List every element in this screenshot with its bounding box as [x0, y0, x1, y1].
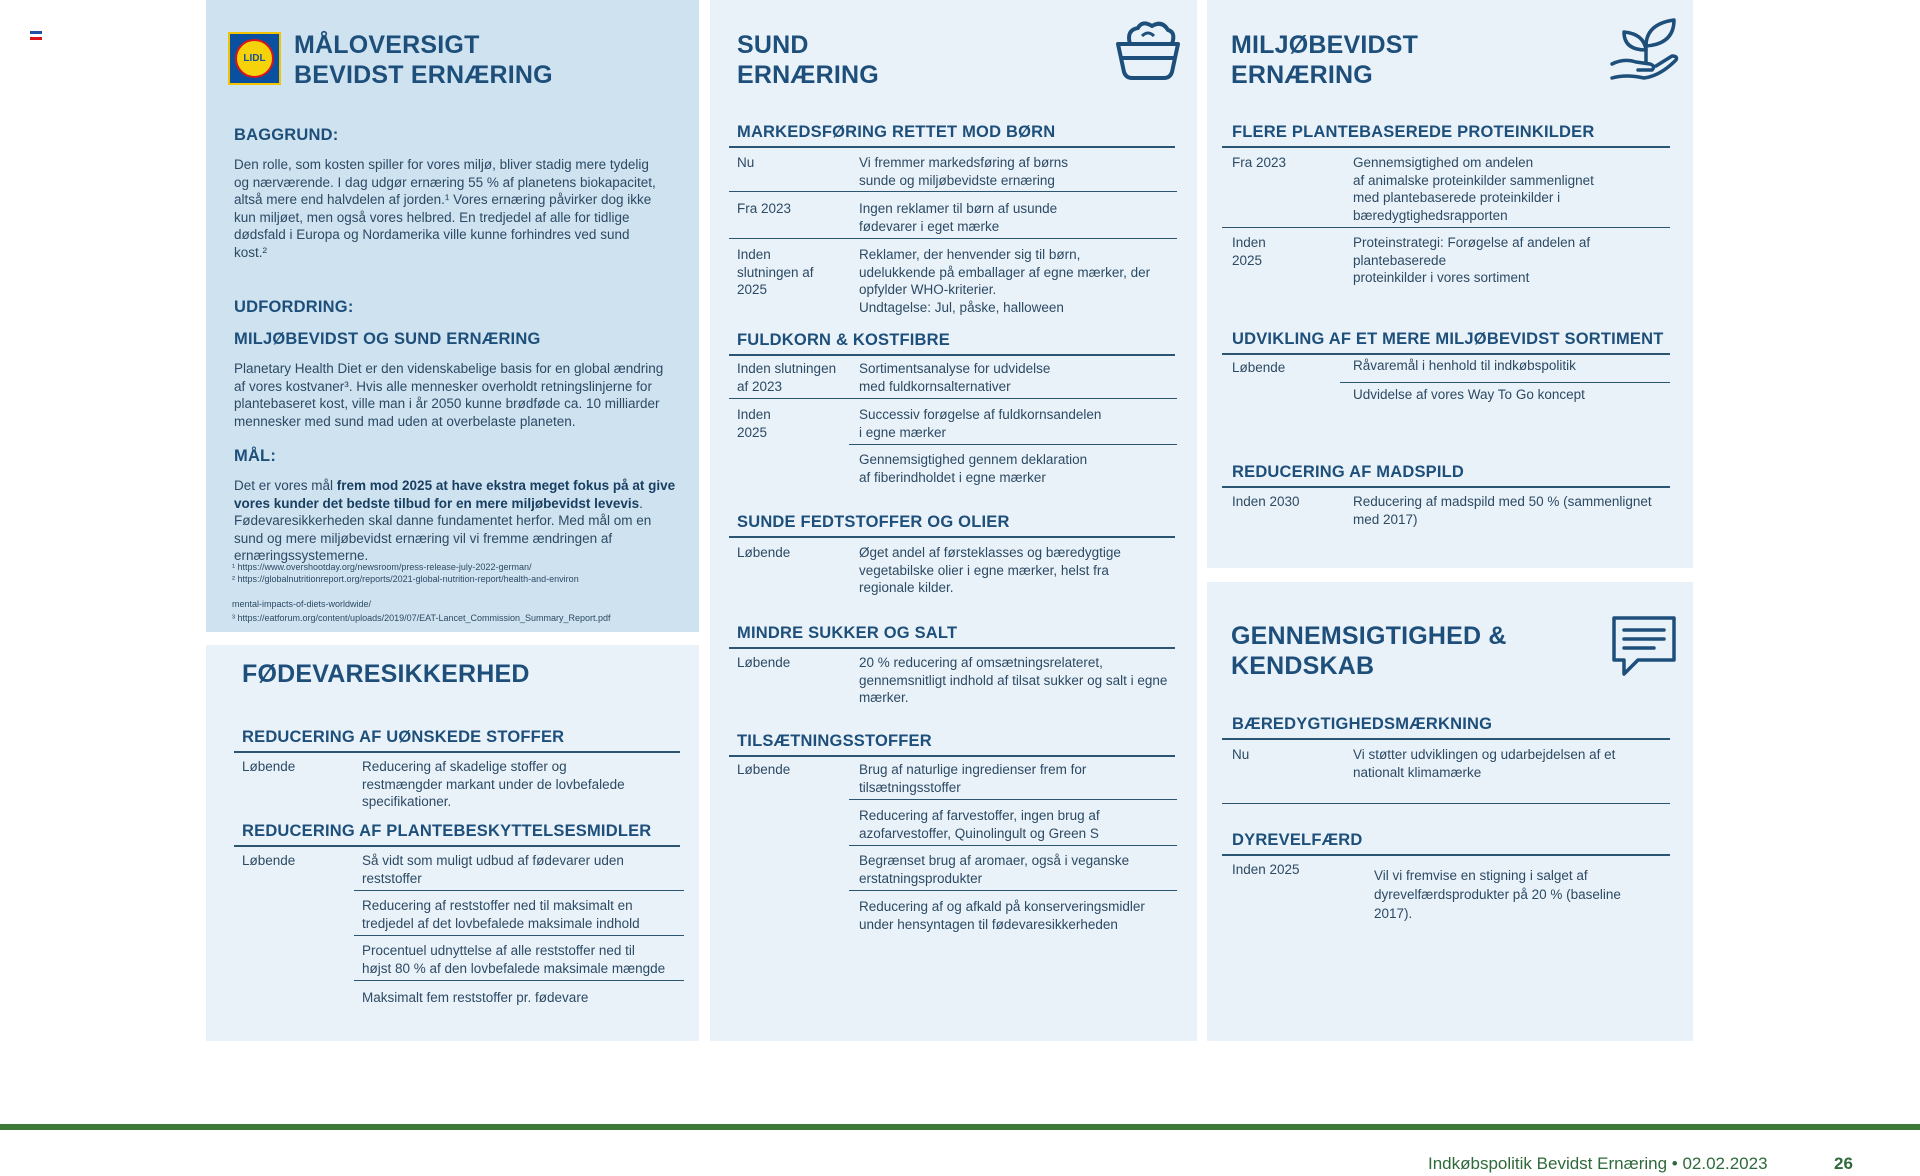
row-label: Inden slutningen af 2025: [737, 247, 814, 298]
speech-bubble-icon: [1610, 614, 1678, 678]
row-value: Reducering af madspild med 50 % (sammenlignet med 2017): [1353, 494, 1652, 527]
row-label: Løbende: [737, 545, 791, 560]
row-label: Inden 2025: [1232, 862, 1300, 877]
row-value: Reducering af farvestoffer, ingen brug af azofarvestoffer, Quinolingult og Green S: [859, 808, 1100, 841]
row-value: Vi fremmer markedsføring af børns sunde og miljøbevidste ernæring: [859, 155, 1069, 188]
divider: [849, 799, 1177, 800]
divider: [1340, 382, 1670, 383]
section-heading: UDFORDRING:: [234, 298, 354, 316]
row-value: Så vidt som muligt udbud af fødevarer uden reststoffer: [362, 853, 624, 886]
panel-title: SUND ERNÆRING: [737, 31, 879, 89]
row-value: Reducering af reststoffer ned til maksimalt en tredjedel af det lovbefalede maksimale indhold: [362, 898, 640, 931]
row-value: 20 % reducering af omsætningsrelateret, gennemsnitligt indhold af tilsat sukker og salt i egne mærker.: [859, 655, 1168, 706]
divider: [1222, 227, 1670, 228]
row-label: Fra 2023: [1232, 155, 1287, 170]
footnote: mental-impacts-of-diets-worldwide/: [232, 599, 372, 609]
udfordring-text: Planetary Health Diet er den videnskabelige basis for en global ændring af vores kostvaner³. Hvis alle mennesker overholdt retningslinjerne for plantebaseret kost, ville man i år 2050 kunne brødføde ca. 10 milliarder mennesker med sund mad uden at overbelaste planeten.: [234, 361, 664, 429]
row-label: Inden slutningen af 2023: [737, 361, 837, 394]
row-label: Inden 2025: [737, 407, 771, 440]
section-heading: MARKEDSFØRING RETTET MOD BØRN: [729, 122, 1175, 148]
row-value: Råvaremål i henhold til indkøbspolitik: [1353, 358, 1576, 373]
panel-title: GENNEMSIGTIGHED & KENDSKAB: [1231, 622, 1507, 680]
bowl-icon: [1114, 18, 1182, 82]
row-value: Procentuel udnyttelse af alle reststoffer ned til højst 80 % af den lovbefalede maksimale mængde: [362, 943, 666, 976]
panel-title: FØDEVARESIKKERHED: [242, 660, 530, 688]
row-value: Øget andel af førsteklasses og bæredygtige vegetabilske olier i egne mærker, helst fra regionale kilder.: [859, 545, 1121, 596]
divider: [354, 890, 684, 891]
footer-divider: [0, 1124, 1920, 1130]
section-heading: TILSÆTNINGSSTOFFER: [729, 731, 1175, 757]
section-heading: FLERE PLANTEBASEREDE PROTEINKILDER: [1222, 122, 1670, 148]
row-label: Løbende: [737, 655, 791, 670]
maal-text: Det er vores mål frem mod 2025 at have ekstra meget fokus på at give vores kunder det bedste tilbud for en mere miljøbevidst levevis. Fødevaresikkerheden skal danne fundamentet herfor. Med mål om en sund og mere miljøbevidst ernæring vil vi fremme ændringen af ernæringssystemerne.: [234, 478, 676, 564]
section-heading: REDUCERING AF MADSPILD: [1222, 462, 1670, 488]
row-value: Vi støtter udviklingen og udarbejdelsen af et nationalt klimamærke: [1353, 747, 1616, 780]
row-value: Ingen reklamer til børn af usunde fødevarer i eget mærke: [859, 201, 1058, 234]
section-heading: UDVIKLING AF ET MERE MILJØBEVIDST SORTIMENT: [1222, 329, 1670, 355]
row-value: Vil vi fremvise en stigning i salget af dyrevelfærdsprodukter på 20 % (baseline 2017).: [1374, 868, 1621, 921]
row-label: Løbende: [737, 762, 791, 777]
divider: [354, 935, 684, 936]
panel-title: MILJØBEVIDST ERNÆRING: [1231, 31, 1419, 89]
flag-icon: [30, 31, 42, 40]
section-heading: REDUCERING AF UØNSKEDE STOFFER: [234, 727, 680, 753]
row-value: Reducering af og afkald på konserveringsmidler under hensyntagen til fødevaresikkerheden: [859, 899, 1145, 932]
section-heading: SUNDE FEDTSTOFFER OG OLIER: [729, 512, 1175, 538]
section-heading: FULDKORN & KOSTFIBRE: [729, 330, 1175, 356]
section-heading: BAGGRUND:: [234, 126, 339, 144]
divider: [849, 444, 1177, 445]
row-label: Nu: [1232, 747, 1250, 762]
row-value: Gennemsigtighed gennem deklaration af fiberindholdet i egne mærker: [859, 452, 1088, 485]
divider: [849, 845, 1177, 846]
footnote: ¹ https://www.overshootday.org/newsroom/press-release-july-2022-german/: [232, 562, 532, 572]
section-subheading: MILJØBEVIDST OG SUND ERNÆRING: [234, 330, 541, 348]
row-value: Brug af naturlige ingredienser frem for tilsætningsstoffer: [859, 762, 1087, 795]
row-label: Fra 2023: [737, 201, 792, 216]
row-label: Nu: [737, 155, 755, 170]
plant-in-hand-icon: [1610, 16, 1680, 82]
divider: [354, 980, 684, 981]
section-heading: MÅL:: [234, 447, 277, 465]
row-label: Løbende: [1232, 360, 1286, 375]
section-heading: BÆREDYGTIGHEDSMÆRKNING: [1222, 714, 1670, 740]
row-value: Gennemsigtighed om andelen af animalske proteinkilder sammenlignet med plantebaserede proteinkilder i bæredygtighedsrapporten: [1353, 155, 1594, 223]
section-heading: DYREVELFÆRD: [1222, 830, 1670, 856]
row-value: Begrænset brug af aromaer, også i veganske erstatningsprodukter: [859, 853, 1130, 886]
divider: [729, 398, 1177, 399]
row-value: Successiv forøgelse af fuldkornsandelen i egne mærker: [859, 407, 1102, 440]
row-label: Inden 2025: [1232, 235, 1266, 268]
row-label: Løbende: [242, 759, 296, 774]
section-heading: MINDRE SUKKER OG SALT: [729, 623, 1175, 649]
divider: [849, 890, 1177, 891]
section-heading: REDUCERING AF PLANTEBESKYTTELSESMIDLER: [234, 821, 680, 847]
row-value: Sortimentsanalyse for udvidelse med fuldkornsalternativer: [859, 361, 1051, 394]
footer-text: Indkøbspolitik Bevidst Ernæring • 02.02.2023: [1428, 1154, 1768, 1173]
baggrund-text: Den rolle, som kosten spiller for vores miljø, bliver stadig mere tydelig og nærværende. I dag udgør ernæring 55 % af planetens biokapacitet, altså mere end halvdelen af jorden.¹ Vores ernæring påvirker dog ikke kun miljøet, men også vores helbred. En tredjedel af alle for tidlige dødsfald i Europa og Nordamerika ville kunne forhindres ved sund kost.²: [234, 157, 656, 260]
panel-title: MÅLOVERSIGT BEVIDST ERNÆRING: [294, 31, 553, 89]
footnote: ² https://globalnutritionreport.org/reports/2021-global-nutrition-report/health-and-environ: [232, 574, 579, 584]
divider: [1222, 803, 1670, 804]
row-value: Maksimalt fem reststoffer pr. fødevare: [362, 990, 589, 1005]
row-value: Proteinstrategi: Forøgelse af andelen af plantebaserede proteinkilder i vores sortiment: [1353, 235, 1591, 286]
lidl-logo: LIDL: [228, 32, 281, 85]
page-number: 26: [1834, 1154, 1853, 1173]
row-label: Inden 2030: [1232, 494, 1300, 509]
row-value: Reducering af skadelige stoffer og restmængder markant under de lovbefalede specifikationer.: [362, 759, 625, 810]
row-value: Reklamer, der henvender sig til børn, udelukkende på emballager af egne mærker, der opfylder WHO-kriterier. Undtagelse: Jul, påske, halloween: [859, 247, 1151, 315]
divider: [729, 191, 1177, 192]
row-label: Løbende: [242, 853, 296, 868]
footnote: ³ https://eatforum.org/content/uploads/2019/07/EAT-Lancet_Commission_Summary_Report.pdf: [232, 613, 611, 623]
divider: [729, 238, 1177, 239]
row-value: Udvidelse af vores Way To Go koncept: [1353, 387, 1585, 402]
